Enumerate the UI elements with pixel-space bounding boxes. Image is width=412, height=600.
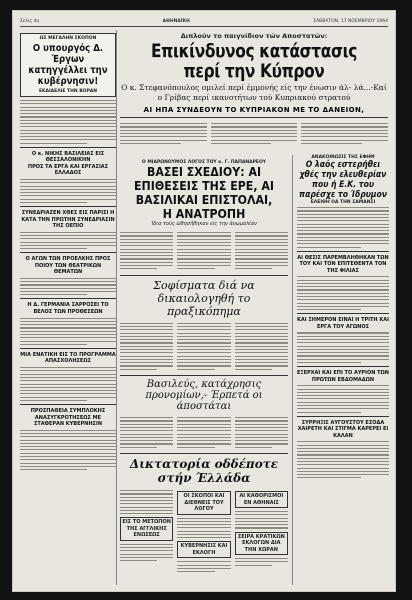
left-text-6 [20,367,116,401]
right-title: Ο λαός εστερήθει χθές την ελευθερίαν που ή Ε.Κ. του παρέσχε το Ίδρυμον [299,160,387,200]
left-text-5 [20,318,116,345]
left-text-1 [20,100,116,144]
vasileus-headline: Βασιλεύς, κατάχρησις προνομίων,- Έρπετά οι άποστάται [145,378,263,412]
left-text-4 [20,278,116,296]
right-text-4 [297,385,389,412]
center-title: ΒΑΣΕΙ ΣΧΕΔΙΟΥ: ΑΙ ΕΠΙΘΕΣΕΙΣ ΤΗΣ ΕΡΕ, ΑΙ ΒΑΣΙΛΙΚΑΙ ΕΠΙΣΤΟΛΑΙ, Η ΑΝΑΤΡΟΠΗ [134,164,274,221]
page-header [20,16,388,27]
bottom-box-4: ΑΙ ΚΑΘΟΡΙΣΜΟΙ ΕΝ ΑΘΗΝΑΙΣ [239,493,284,506]
left-headline-1b: ΠΡΟΣ ΤΑ ΕΡΓΑ ΚΑΙ ΕΡΓΑΣΙΑΣ ΕΛΛΑΔΟΣ [27,163,109,177]
left-headline-3: Ο ΑΓΩΝ ΤΩΝ ΠΡΟΕΛΚΗΣ ΠΡΟΣ ΠΟΙΟΥ ΤΩΝ ΘΕΑΤΡΙΚΩΝ ΘΕΜΑΤΩΝ [25,256,111,276]
left-headline-2: ΣΥΝΕΔΡΙΑΣΕΝ ΧΘΕΣ ΕΙΣ ΠΑΡΙΣΙ Η ΚΑΤΑ ΤΗΝ ΠΡΩΤΗΝ ΣΥΝΕΔΡΙΑΣΙΝ ΤΗΣ ΟΕΠΙΟ [21,210,115,229]
vasileus-columns [120,415,288,450]
sofismata-headline: Σοφίσματα διά να δικαιολογηθή το πραξικόπημα [153,278,255,318]
right-column [292,155,389,585]
main-banner: ΑΙ ΗΠΑ ΣΥΝΔΕΟΥΝ ΤΟ ΚΥΠΡΙΑΚΟΝ ΜΕ ΤΟ ΔΑΝΕΙΟΝ, [143,106,365,114]
right-headline-4: ΣΥΡΡΗΞΙΣ ΑΥΓΟΥΣΤΟΥ ΕΣΟΔΑ ΧΑΙΡΕΤΗ ΚΑΙ ΣΤΙΓΜΑ ΚΑΡΕΡΕΙ ΕΙ ΚΑΛΑΝ [297,419,389,439]
left-headline-6: ΠΡΟΣΠΑΘΕΙΑ ΣΥΜΠΛΟΚΗΣ ΑΝΑΣΥΓΚΡΟΤΗΣΕΩΣ ΜΕ ΣΤΑΘΕΡΑΝ ΚΥΒΕΡΝΗΣΙΝ [30,408,106,427]
right-headline-1: ΑΙ ΘΕΣΙΣ ΠΑΡΕΜΒΛΗΘΗΚΑΝ ΤΩΝ ΤΟΥ ΚΑΙ ΤΟΝ ΕΠΙΤΕΘΕΝΤΑ ΤΟΝ ΤΗΣ ΦΙΛΙΑΣ [297,254,389,274]
bottom-section [120,450,288,574]
paper-name: ΑΘΗΝΑΪΚΗ [162,18,190,24]
left-text-3 [20,232,116,250]
left-headline-5: ΜΙΑ ΕΝΑΤΙΚΗ ΕΙΣ ΤΟ ΠΡΟΓΡΑΜΜΑ ΑΠΑΣΧΟΛΗΣΕΩΣ [20,351,116,365]
bottom-box-1: ΕΙΣ ΤΟ ΜΕΤΩΠΟΝ ΤΗΣ ΑΓΓΛΙΚΗΣ ΕΝΩΣΕΩΣ [122,519,171,539]
bottom-box-5: ΣΕΙΡΑ ΚΡΑΤΙΚΩΝ ΕΚΛΟΓΩΝ ΔΙΑ ΤΗΝ ΧΩΡΑΝ [237,533,285,553]
left-text-2 [20,179,116,203]
left-headline-1: Ο κ. ΝΙΚΗΣ ΒΑΣΙΛΕΙΑΣ ΕΙΣ ΘΕΣΣΑΛΟΝΙΚΗΝ [31,150,105,164]
left-box-kicker: ΩΣ ΜΕΓΑΛΗΝ ΣΚΟΠΟΝ [39,36,97,41]
main-kicker: Διπλούν το παιγνίδιον τών Αποστατών: [180,32,328,40]
right-headline-3: ΕΞΕΡΧΑΙ ΚΑΙ ΕΠΙ ΤΟ ΑΥΡΙΟΝ ΤΩΝ ΠΡΩΤΩΝ ΕΒΔΟΜΑΔΩΝ [297,370,389,383]
left-box-sub: ΕΚΔΙΔΕΛΙΕ ΤΗΝ ΒΟΡΑΝ [38,89,98,94]
main-deck: Ο κ. Στεφανόπουλος ομιλεί περί έμμονής είς την ένωσιν άλ- λά...-Καί ο Γρίβας περί ικανοτήτων τού Κυπριακού στρατού [121,83,387,102]
newspaper-page [12,10,396,592]
left-column [20,30,117,585]
right-text-5 [297,441,389,478]
main-columns [120,121,388,146]
center-kicker: Ο ΜΙΑΡΩΝΟΥΜΟΣ ΛΟΓΟΣ ΤΟΥ κ. Γ. ΠΑΠΑΝΔΡΕΟΥ [141,160,267,165]
main-headline: Επικίνδυνος κατάστασις περί την Κύπρον [150,40,357,82]
bottom-box-2: ΟΙ ΣΚΟΠΟΙ ΚΑΙ ΔΙΕΘΝΕΙΣ ΤΟΥ ΛΟΓΟΥ [183,493,225,512]
issue-date: ΣΑΒΒΑΤΟΝ, 17 ΝΟΕΜΒΡΙΟΥ 1964 [313,18,388,24]
right-kicker: ΑΝΑΚΟΙΝΩΣΙΣ ΤΗΣ ΕΦΗΜ [311,155,375,160]
right-text-1 [297,207,389,247]
center-subtitle: Ίδια τούς ώθησήθηκαν είς την άνωμαλίαν [151,221,257,227]
right-text-3 [297,332,389,363]
right-sub: ΕΛΕΙΘΗ ΟΑ ΤΗΝ ΣΑΜΑΝΣΙ [310,200,376,205]
center-columns [120,230,288,272]
left-box-title: Ο υπουργός Δ. Έργων κατηγγέλλει την κυβέρνησιν! [28,43,108,87]
bottom-box-3: ΚΥΒΕΡΝΗΣΙΣ ΚΑΙ ΕΚΛΟΓΗ [180,543,228,556]
right-headline-2: ΚΑΙ ΣΗΜΕΡΟΝ ΕΙΝΑΙ Η ΤΡΙΤΗ ΚΑΙ ΕΡΓΑ ΤΟΥ ΑΓΩΝΟΣ [297,317,389,330]
right-text-2 [297,276,389,310]
left-text-7 [20,430,116,470]
left-boxed-story [20,33,116,97]
left-headline-4: Η Δ. ΓΕΡΜΑΝΙΑ ΣΑΡΡΟΣΕΙ ΤΟ ΒΕΛΟΣ ΤΩΝ ΠΡΟΘΕΣΕΩΝ [27,302,109,315]
sofismata-columns [120,321,288,372]
page-number: Σελίς 4η [20,18,40,24]
diktatoria-headline: Δικτατορία οδδέποτε στήν Έλλάδα [129,457,279,485]
center-story [120,160,288,450]
bottom-columns [120,488,288,574]
